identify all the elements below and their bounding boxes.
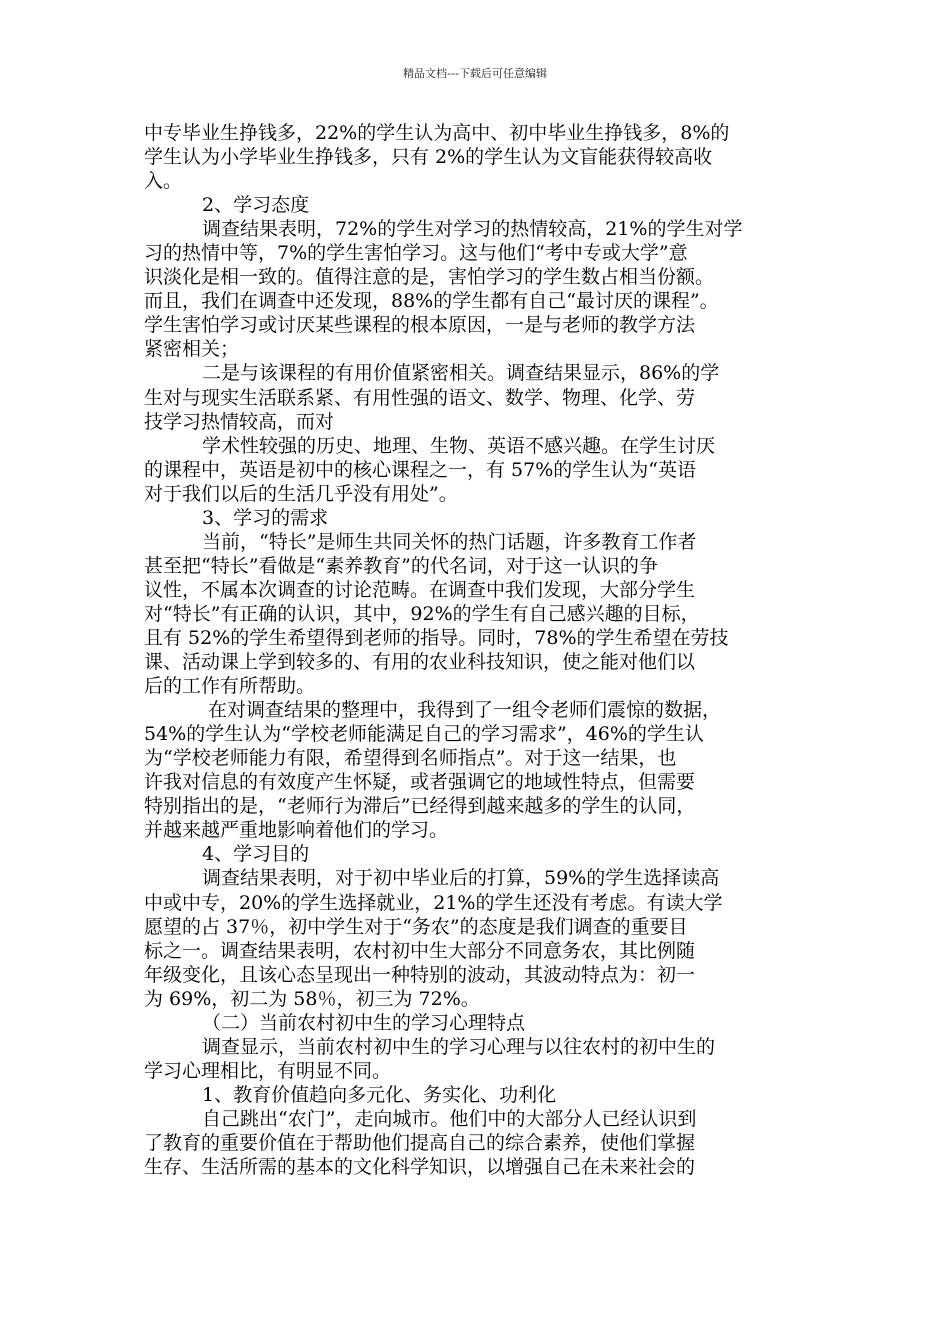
text-line: 自己跳出“农门”，走向城市。他们中的大部分人已经认识到 xyxy=(202,1107,697,1130)
page-header: 精品文档---下载后可任意编辑 xyxy=(403,67,547,80)
text-line: 在对调查结果的整理中，我得到了一组令老师们震惊的数据， xyxy=(208,699,722,722)
text-line: 了教育的重要价值在于帮助他们提高自己的综合素养，使他们掌握 xyxy=(144,1131,696,1154)
text-line: 后的工作有所帮助。 xyxy=(144,675,316,698)
text-line: 中或中专，20%的学生选择就业，21%的学生还没有考虑。有读大学 xyxy=(144,891,723,914)
text-line: 4、学习目的 xyxy=(202,843,310,866)
text-line: 且有 52%的学生希望得到老师的指导。同时，78%的学生希望在劳技 xyxy=(144,626,729,649)
text-line: 紧密相关； xyxy=(144,338,240,361)
text-line: 学生认为小学毕业生挣钱多，只有 2%的学生认为文盲能获得较高收 xyxy=(144,146,713,169)
text-line: 为“学校老师能力有限，希望得到名师指点”。对于这一结果，也 xyxy=(144,747,677,770)
text-line: 当前，“特长”是师生共同关怀的热门话题，许多教育工作者 xyxy=(202,530,697,553)
text-line: 3、学习的需求 xyxy=(202,506,329,529)
text-line: 习的热情中等，7%的学生害怕学习。这与他们“考中专或大学”意 xyxy=(144,242,688,265)
text-line: 对于我们以后的生活几乎没有用处”。 xyxy=(144,482,458,505)
text-line: 调查结果表明，对于初中毕业后的打算，59%的学生选择读高 xyxy=(202,867,720,890)
text-line: 为 69%，初二为 58％，初三为 72%。 xyxy=(144,987,480,1010)
text-line: 识淡化是相一致的。值得注意的是，害怕学习的学生数占相当份额。 xyxy=(144,266,715,289)
text-line: 标之一。调查结果表明，农村初中生大部分不同意务农，其比例随 xyxy=(144,939,696,962)
text-line: 二是与该课程的有用价值紧密相关。调查结果显示，86%的学 xyxy=(202,362,720,385)
text-line: 特别指出的是，“老师行为滞后”已经得到越来越多的学生的认同， xyxy=(144,795,696,818)
text-line: 入。 xyxy=(144,170,183,193)
text-line: 技学习热情较高，而对 xyxy=(144,410,335,433)
text-line: 对“特长”有正确的认识，其中，92%的学生有自己感兴趣的目标， xyxy=(144,602,700,625)
text-line: 1、教育价值趋向多元化、务实化、功利化 xyxy=(202,1083,557,1106)
text-line: （二）当前农村初中生的学习心理特点 xyxy=(202,1011,526,1034)
text-line: 2、学习态度 xyxy=(202,194,310,217)
text-line: 而且，我们在调查中还发现，88%的学生都有自己“最讨厌的课程”。 xyxy=(144,290,719,313)
text-line: 中专毕业生挣钱多，22%的学生认为高中、初中毕业生挣钱多，8%的 xyxy=(144,122,730,144)
text-line: 议性，不属本次调查的讨论范畴。在调查中我们发现，大部分学生 xyxy=(144,578,696,601)
text-line: 许我对信息的有效度产生怀疑，或者强调它的地域性特点，但需要 xyxy=(144,771,696,794)
text-line: 的课程中，英语是初中的核心课程之一，有 57%的学生认为“英语 xyxy=(144,458,696,481)
text-line: 并越来越严重地影响着他们的学习。 xyxy=(144,819,449,842)
text-line: 学术性较强的历史、地理、生物、英语不感兴趣。在学生讨厌 xyxy=(202,434,716,457)
text-line: 54%的学生认为“学校老师能满足自己的学习需求”，46%的学生认 xyxy=(144,723,704,746)
text-line: 生存、生活所需的基本的文化科学知识，以增强自己在未来社会的 xyxy=(144,1156,696,1179)
text-line: 调查结果表明，72%的学生对学习的热情较高，21%的学生对学 xyxy=(202,218,743,241)
text-line: 学习心理相比，有明显不同。 xyxy=(144,1059,392,1082)
text-line: 调查显示，当前农村初中生的学习心理与以往农村的初中生的 xyxy=(202,1035,716,1058)
text-line: 甚至把“特长”看做是“素养教育”的代名词，对于这一认识的争 xyxy=(144,554,658,577)
text-line: 课、活动课上学到较多的、有用的农业科技知识，使之能对他们以 xyxy=(144,651,696,674)
document-body xyxy=(144,121,814,1179)
text-line: 年级变化，且该心态呈现出一种特别的波动，其波动特点为：初一 xyxy=(144,963,696,986)
text-line: 生对与现实生活联系紧、有用性强的语文、数学、物理、化学、劳 xyxy=(144,386,696,409)
text-line: 愿望的占 37％，初中学生对于“务农”的态度是我们调查的重要目 xyxy=(144,915,688,938)
text-line: 学生害怕学习或讨厌某些课程的根本原因，一是与老师的教学方法 xyxy=(144,314,696,337)
